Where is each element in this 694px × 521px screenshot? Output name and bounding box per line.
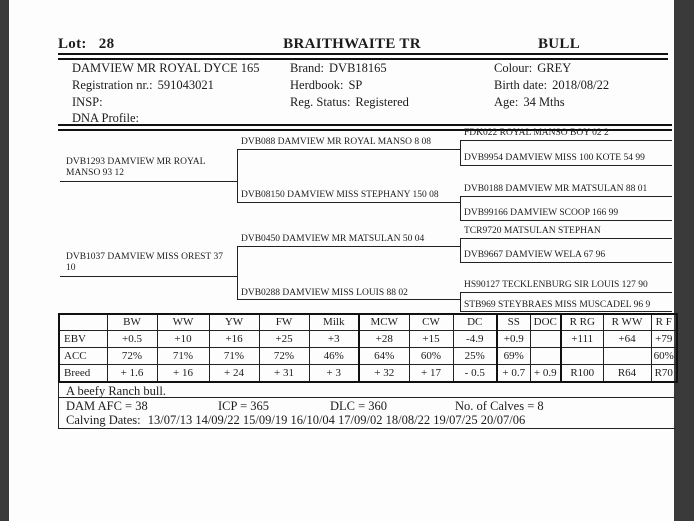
pedigree-connector-line: [237, 246, 238, 300]
pedigree-connector-line: [237, 299, 460, 300]
pedigree-connector-line: [237, 246, 460, 247]
reg-status-field: [290, 95, 409, 110]
ebv-table: [58, 313, 678, 383]
ebv-cell: [603, 348, 651, 365]
calving-dates-values: 13/07/13 14/09/22 15/09/19 16/10/04 17/09/02 18/08/22 19/07/25 20/07/06: [147, 413, 526, 427]
ebv-row-label: ACC: [59, 348, 107, 365]
ebv-cell: R70: [651, 365, 677, 383]
brand-value: DVB18165: [329, 61, 387, 75]
breed-row: [59, 365, 677, 383]
calving-dates-line: [66, 413, 525, 428]
ebv-header-cell: YW: [209, 314, 259, 331]
ebv-row: [59, 331, 677, 348]
ebv-cell: 72%: [259, 348, 309, 365]
ebv-header-row: [59, 314, 677, 331]
pedigree-great-grandparent: DVB9954 DAMVIEW MISS 100 KOTE 54 99: [464, 153, 645, 163]
ebv-cell: 71%: [157, 348, 209, 365]
pedigree-grandparent: DVB088 DAMVIEW MR ROYAL MANSO 8 08: [241, 137, 432, 147]
ebv-cell: [561, 348, 603, 365]
pedigree-sire: DVB1293 DAMVIEW MR ROYAL MANSO 93 12: [66, 157, 206, 178]
registration-field: [72, 78, 214, 93]
pedigree-grandparent: DVB08150 DAMVIEW MISS STEPHANY 150 08: [241, 190, 439, 200]
ebv-cell: 69%: [497, 348, 530, 365]
note-rule: [58, 397, 675, 398]
dna-profile-label: DNA Profile:: [72, 111, 140, 125]
ebv-cell: [530, 331, 561, 348]
pedigree-connector-line: [460, 220, 672, 221]
ebv-header-cell: Milk: [309, 314, 359, 331]
reg-status-value: Registered: [355, 95, 409, 109]
pedigree-connector-line: [460, 196, 461, 220]
ebv-cell: +3: [309, 331, 359, 348]
lot-line: [58, 36, 114, 53]
pedigree-dam: DVB1037 DAMVIEW MISS OREST 37 10: [66, 252, 223, 273]
herdbook-label: Herdbook:: [290, 78, 344, 92]
pedigree-connector-line: [460, 196, 672, 197]
ebv-header-cell: DC: [453, 314, 497, 331]
ebv-cell: 71%: [209, 348, 259, 365]
header-rule: [58, 53, 668, 60]
ebv-cell: 60%: [409, 348, 453, 365]
ebv-cell: +0.9: [497, 331, 530, 348]
pedigree-grandparent: DVB0450 DAMVIEW MR MATSULAN 50 04: [241, 234, 425, 244]
pedigree-connector-line: [237, 202, 460, 203]
herdbook-field: [290, 78, 362, 93]
age-label: Age:: [494, 95, 519, 109]
ebv-header-cell: R RG: [561, 314, 603, 331]
pedigree-great-grandparent: FDK022 ROYAL MANSO BOY 02 2: [464, 128, 609, 138]
ebv-cell: R100: [561, 365, 603, 383]
ebv-cell: + 3: [309, 365, 359, 383]
pedigree-connector-line: [460, 238, 672, 239]
ebv-cell: +111: [561, 331, 603, 348]
ebv-cell: -4.9: [453, 331, 497, 348]
ebv-cell: + 16: [157, 365, 209, 383]
dam-afc: DAM AFC = 38: [66, 399, 148, 413]
pedigree-connector-line: [460, 292, 461, 311]
ebv-cell: +0.5: [107, 331, 157, 348]
ebv-header-cell: BW: [107, 314, 157, 331]
ebv-cell: 60%: [651, 348, 677, 365]
registration-value: 591043021: [157, 78, 214, 92]
pedigree-connector-line: [60, 276, 237, 277]
animal-name: DAMVIEW MR ROYAL DYCE 165: [72, 61, 260, 75]
insp-label: INSP:: [72, 95, 103, 109]
ebv-header-cell: FW: [259, 314, 309, 331]
ebv-cell: + 24: [209, 365, 259, 383]
colour-value: GREY: [537, 61, 572, 75]
ebv-cell: 64%: [359, 348, 409, 365]
dam-dlc: DLC = 360: [330, 399, 388, 413]
pedigree-connector-line: [460, 238, 461, 262]
calving-dates-label: Calving Dates:: [66, 413, 141, 427]
age-value: 34 Mths: [523, 95, 565, 109]
colour-label: Colour:: [494, 61, 533, 75]
ebv-cell: +10: [157, 331, 209, 348]
herdbook-value: SP: [348, 78, 363, 92]
age-field: [494, 95, 565, 110]
ebv-header-cell: R F: [651, 314, 677, 331]
lot-number: 28: [98, 36, 115, 52]
ebv-header-cell: WW: [157, 314, 209, 331]
scan-edge-right: [674, 0, 694, 521]
ebv-header-cell: [59, 314, 107, 331]
footer-left-border: [58, 382, 59, 428]
birth-date-field: [494, 78, 609, 93]
pedigree-great-grandparent: STB969 STEYBRAES MISS MUSCADEL 96 9: [464, 300, 651, 310]
pedigree-grandparent: DVB0288 DAMVIEW MISS LOUIS 88 02: [241, 288, 408, 298]
pedigree-great-grandparent: TCR9720 MATSULAN STEPHAN: [464, 226, 601, 236]
pedigree-connector-line: [237, 149, 238, 203]
ebv-header-cell: CW: [409, 314, 453, 331]
footer-rule: [58, 428, 675, 429]
ebv-cell: - 0.5: [453, 365, 497, 383]
ebv-cell: R64: [603, 365, 651, 383]
ebv-header-cell: R WW: [603, 314, 651, 331]
colour-field: [494, 61, 571, 76]
reg-status-label: Reg. Status:: [290, 95, 351, 109]
ebv-cell: + 31: [259, 365, 309, 383]
pedigree-connector-line: [60, 181, 237, 182]
pedigree-connector-line: [460, 140, 672, 141]
registration-label: Registration nr.:: [72, 78, 153, 92]
brand-label: Brand:: [290, 61, 325, 75]
ebv-header-cell: MCW: [359, 314, 409, 331]
pedigree-great-grandparent: DVB9667 DAMVIEW WELA 67 96: [464, 250, 606, 260]
birth-date-label: Birth date:: [494, 78, 548, 92]
ebv-cell: +16: [209, 331, 259, 348]
insp-field: [72, 95, 108, 110]
ebv-cell: +15: [409, 331, 453, 348]
ebv-cell: 72%: [107, 348, 157, 365]
ebv-cell: + 1.6: [107, 365, 157, 383]
pedigree-connector-line: [460, 311, 672, 312]
pedigree-great-grandparent: DVB0188 DAMVIEW MR MATSULAN 88 01: [464, 184, 648, 194]
ebv-cell: [530, 348, 561, 365]
ebv-cell: +79: [651, 331, 677, 348]
lot-label: Lot:: [58, 36, 87, 52]
brand-field: [290, 61, 387, 76]
ebv-cell: 46%: [309, 348, 359, 365]
ebv-header-cell: DOC: [530, 314, 561, 331]
dam-calves: No. of Calves = 8: [455, 399, 544, 413]
pedigree-connector-line: [460, 140, 461, 165]
pedigree-connector-line: [237, 149, 460, 150]
breeder-name: BRAITHWAITE TR: [283, 36, 421, 52]
ebv-header-cell: SS: [497, 314, 530, 331]
ebv-row-label: EBV: [59, 331, 107, 348]
ebv-cell: 25%: [453, 348, 497, 365]
acc-row: [59, 348, 677, 365]
ebv-row-label: Breed: [59, 365, 107, 383]
ebv-cell: + 0.9: [530, 365, 561, 383]
ebv-cell: +28: [359, 331, 409, 348]
ebv-cell: +25: [259, 331, 309, 348]
ebv-cell: + 0.7: [497, 365, 530, 383]
pedigree-connector-line: [460, 262, 672, 263]
sale-note: A beefy Ranch bull.: [66, 384, 166, 398]
animal-sex: BULL: [538, 36, 581, 52]
ebv-cell: + 32: [359, 365, 409, 383]
dam-icp: ICP = 365: [218, 399, 270, 413]
pedigree-great-grandparent: DVB99166 DAMVIEW SCOOP 166 99: [464, 208, 619, 218]
pedigree-connector-line: [460, 292, 672, 293]
birth-date-value: 2018/08/22: [552, 78, 610, 92]
ebv-cell: +64: [603, 331, 651, 348]
scan-edge-left: [0, 0, 9, 521]
ebv-cell: + 17: [409, 365, 453, 383]
pedigree-connector-line: [460, 165, 672, 166]
pedigree-great-grandparent: HS90127 TECKLENBURG SIR LOUIS 127 90: [464, 280, 648, 290]
